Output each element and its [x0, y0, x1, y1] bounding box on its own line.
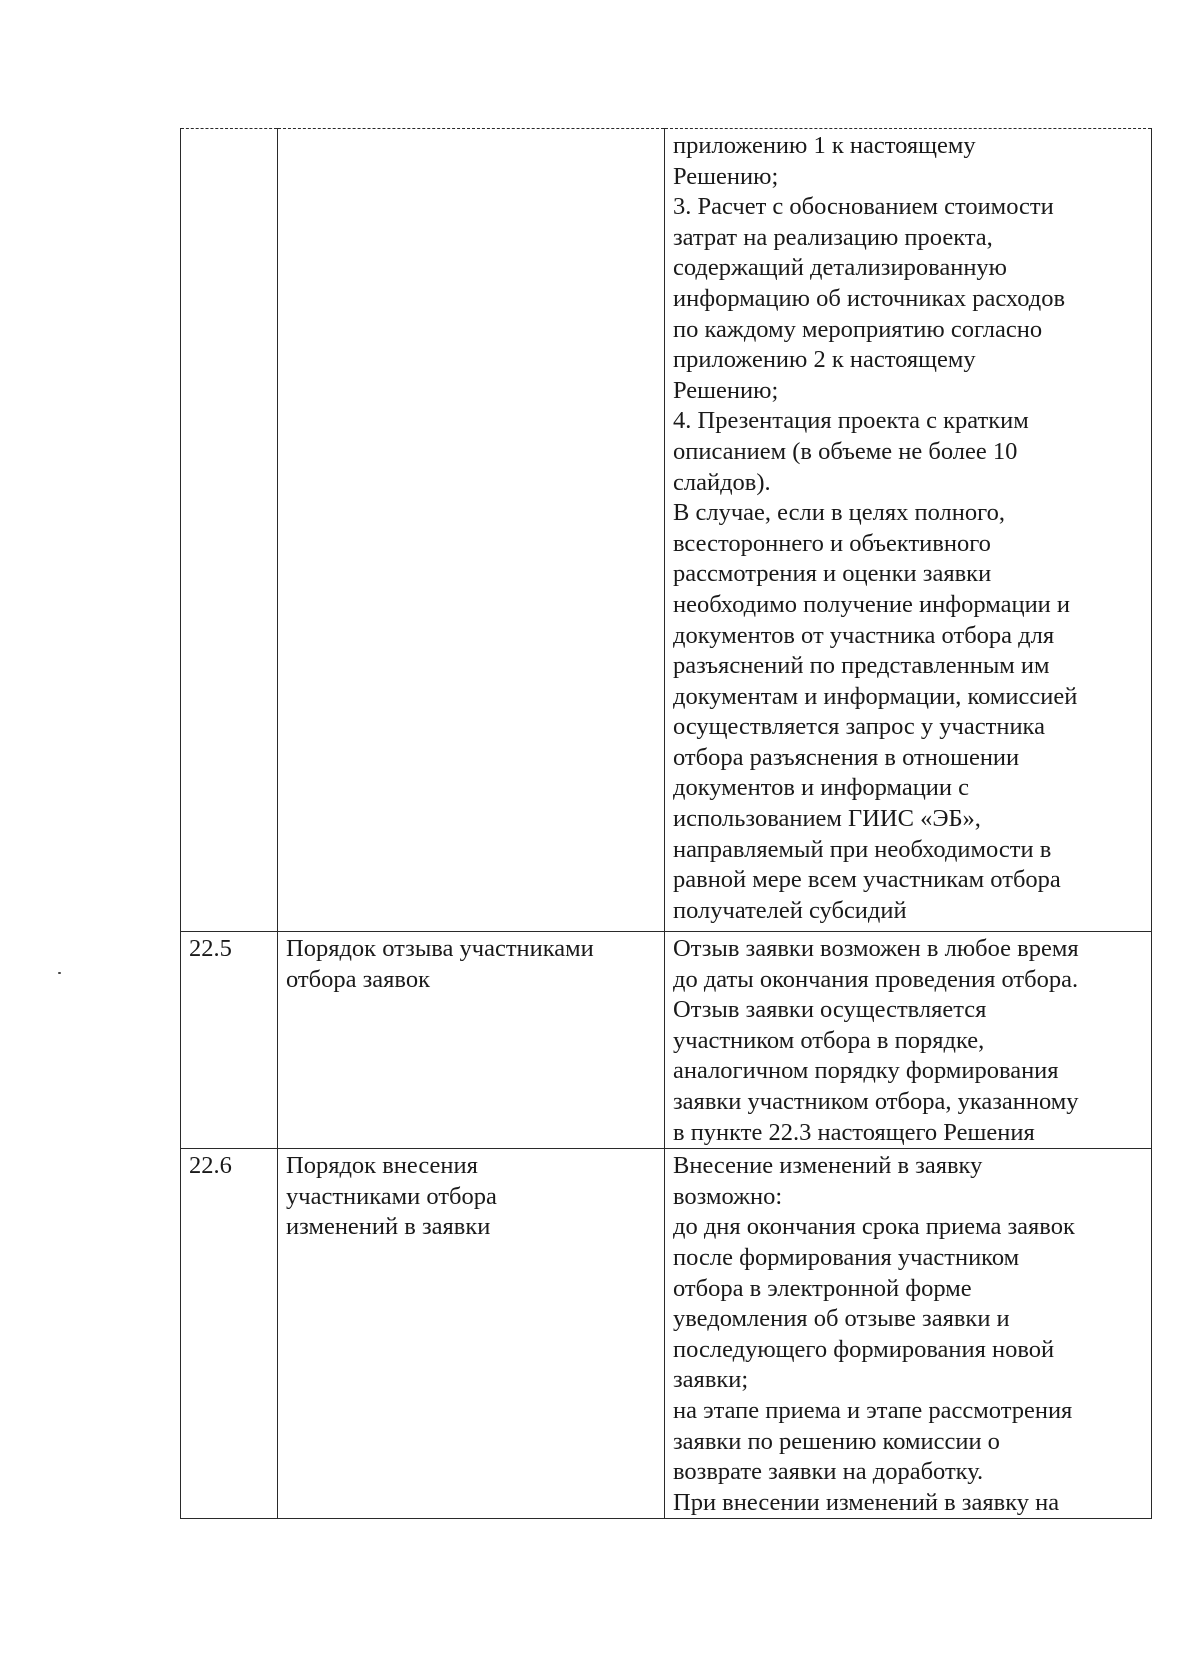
description-line: всестороннего и объективного	[673, 529, 991, 557]
description-line: осуществляется запрос у участника	[673, 713, 1045, 741]
description-line: описанием (в объеме не более 10	[673, 437, 1018, 465]
description-line: возврате заявки на доработку.	[673, 1458, 984, 1486]
row-number-cell	[181, 932, 278, 1149]
description-line: возможно:	[673, 1182, 783, 1210]
row-description-cell	[665, 1149, 1152, 1519]
description-line: Внесение изменений в заявку	[673, 1152, 983, 1180]
table-row	[181, 1149, 1152, 1519]
name-line: отбора заявок	[286, 965, 430, 993]
row-name-cell	[278, 1149, 665, 1519]
name-line: изменений в заявки	[286, 1213, 491, 1241]
name-line: участниками отбора	[286, 1182, 497, 1210]
description-line: 3. Расчет с обоснованием стоимости	[673, 193, 1054, 221]
description-line: до дня окончания срока приема заявок	[673, 1213, 1075, 1241]
description-line: последующего формирования новой	[673, 1335, 1055, 1363]
description-line: в пункте 22.3 настоящего Решения	[673, 1118, 1035, 1146]
row-number-cell	[181, 129, 278, 932]
description-line: заявки по решению комиссии о	[673, 1427, 1000, 1455]
scan-speck	[58, 972, 61, 974]
description-line: документов от участника отбора для	[673, 621, 1055, 649]
description-line: рассмотрения и оценки заявки	[673, 560, 992, 588]
description-line: заявки;	[673, 1366, 749, 1394]
description-line: документов и информации с	[673, 774, 970, 802]
description-line: Решению;	[673, 162, 779, 190]
description-line: отбора разъяснения в отношении	[673, 743, 1020, 771]
description-line: приложению 1 к настоящему	[673, 132, 976, 159]
description-line: равной мере всем участникам отбора	[673, 866, 1061, 894]
description-line: по каждому мероприятию согласно	[673, 315, 1043, 343]
row-number-cell	[181, 1149, 278, 1519]
description-line: разъяснений по представленным им	[673, 652, 1050, 680]
row-description-cell	[665, 932, 1152, 1149]
description-line: информацию об источниках расходов	[673, 284, 1066, 312]
description-line: участником отбора в порядке,	[673, 1026, 985, 1054]
description-line: Отзыв заявки осуществляется	[673, 996, 987, 1024]
description-line: Отзыв заявки возможен в любое время	[673, 935, 1079, 962]
description-line: заявки участником отбора, указанному	[673, 1087, 1079, 1115]
name-line: Порядок отзыва участниками	[286, 935, 594, 962]
description-line: затрат на реализацию проекта,	[673, 223, 993, 251]
description-line: получателей субсидий	[673, 896, 907, 924]
name-line: Порядок внесения	[286, 1152, 478, 1180]
description-line: на этапе приема и этапе рассмотрения	[673, 1396, 1073, 1424]
description-line: отбора в электронной форме	[673, 1274, 972, 1302]
row-name-cell	[278, 932, 665, 1149]
description-line: уведомления об отзыве заявки и	[673, 1305, 1010, 1333]
description-line: приложению 2 к настоящему	[673, 346, 976, 374]
description-line: В случае, если в целях полного,	[673, 499, 1005, 527]
requirements-table	[180, 128, 1152, 1519]
description-line: после формирования участником	[673, 1243, 1020, 1271]
row-number: 22.6	[189, 1152, 232, 1180]
description-line: необходимо получение информации и	[673, 590, 1071, 618]
row-name-cell	[278, 129, 665, 932]
description-line: направляемый при необходимости в	[673, 835, 1052, 863]
description-line: слайдов).	[673, 468, 771, 496]
description-line: использованием ГИИС «ЭБ»,	[673, 805, 981, 833]
row-description-cell	[665, 129, 1152, 932]
description-line: 4. Презентация проекта с кратким	[673, 407, 1029, 435]
description-line: Решению;	[673, 376, 779, 404]
description-line: содержащий детализированную	[673, 254, 1007, 282]
description-line: документам и информации, комиссией	[673, 682, 1078, 710]
description-line: При внесении изменений в заявку на	[673, 1488, 1060, 1516]
description-line: до даты окончания проведения отбора.	[673, 965, 1079, 993]
row-number: 22.5	[189, 935, 232, 962]
description-line: аналогичном порядку формирования	[673, 1057, 1059, 1085]
table-row	[181, 932, 1152, 1149]
table-row	[181, 129, 1152, 932]
